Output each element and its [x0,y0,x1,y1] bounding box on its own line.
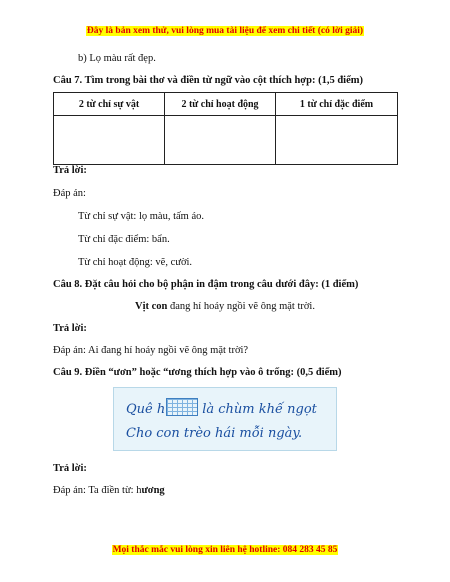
q8-answer-label: Trả lời: [53,323,87,334]
cell-actions [165,116,276,165]
word-classification-table [53,92,398,165]
q9-answer-label: Trả lời: [53,463,87,474]
header-things: 2 từ chỉ sự vật [54,93,165,116]
hotline-banner: Mọi thắc mắc vui lòng xin liên hệ hotline: 084 283 45 85 [112,545,338,555]
q7-dap-an: Đáp án: [53,188,86,199]
q7-actions-answer: Từ chỉ hoạt động: vẽ, cười. [78,257,193,268]
q7-answer-label: Trả lời: [53,165,87,176]
handwriting-line-1: Quê h là chùm khế ngọt [126,398,317,417]
question-7-title: Câu 7. Tìm trong bài thơ và điền từ ngữ vào cột thích hợp: (1,5 điểm) [53,75,363,86]
q8-bold-part: Vịt con [135,301,168,312]
q8-dap-an: Đáp án: Ai đang hí hoáy ngồi vẽ ông mặt trời? [53,345,249,356]
cell-things [54,116,165,165]
header-actions: 2 từ chỉ hoạt động [165,93,276,116]
handwriting-line-2: Cho con trèo hái mỗi ngày. [126,426,303,441]
cell-traits [276,116,398,165]
question-9-title: Câu 9. Điền “ươn” hoặc “ương thích hợp vào ô trống: (0,5 điểm) [53,367,342,378]
header-traits: 1 từ chỉ đặc điểm [276,93,398,116]
blank-grid-box [166,398,198,416]
q9-dap-an: Đáp án: Ta điền từ: hương [53,485,165,496]
q8-sentence-rest: đang hí hoáy ngồi vẽ ông mặt trời. [167,301,315,312]
preview-banner: Đây là bản xem thử, vui lòng mua tài liệu để xem chi tiết (có lời giải) [86,26,364,36]
handwriting-exercise-image [113,387,337,451]
q7-traits-answer: Từ chỉ đặc điểm: bẩn. [78,234,170,245]
item-b: b) Lọ màu rất đẹp. [78,53,156,64]
q7-things-answer: Từ chỉ sự vật: lọ màu, tấm áo. [78,211,204,222]
q8-sentence [0,300,450,313]
question-8-title: Câu 8. Đặt câu hỏi cho bộ phận in đậm trong câu dưới đây: (1 điểm) [53,279,359,290]
